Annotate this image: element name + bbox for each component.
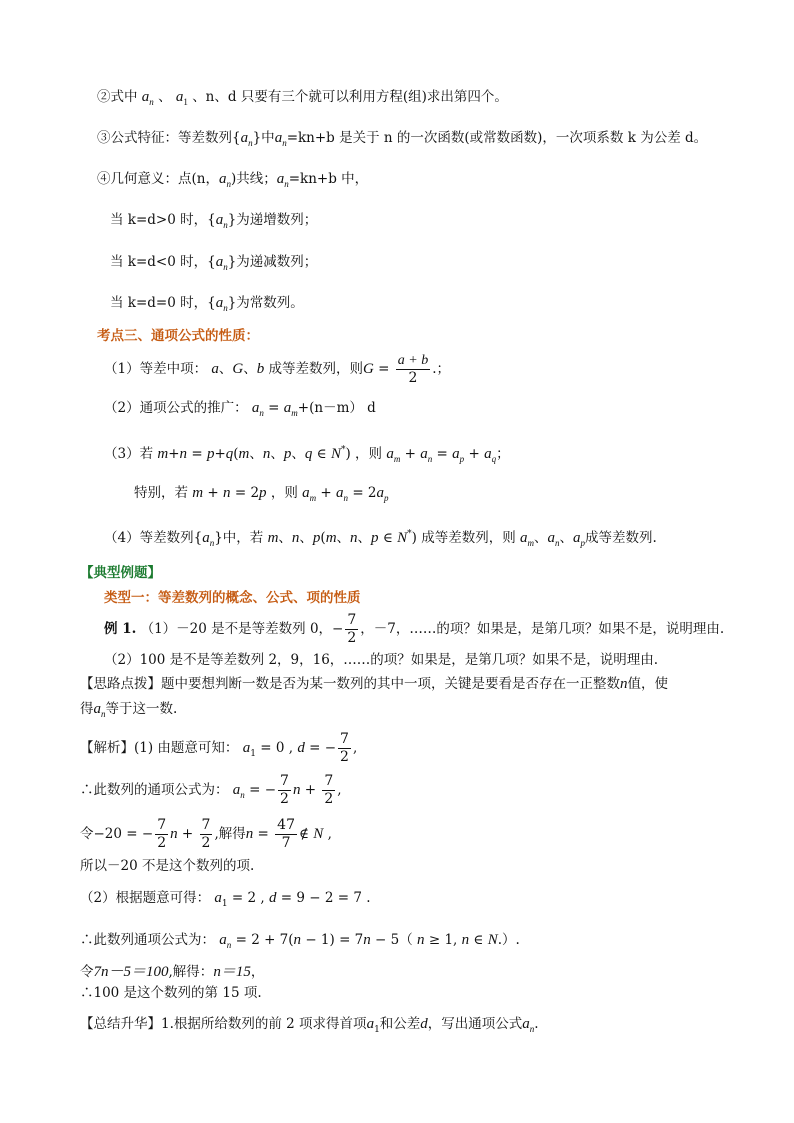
example-1-question-1: 例 1. （1）－20 是不是等差数列 0，− $\frac{7}{2}$ ，－7，……的项？如果是，是第几项？如果不是，说明理由. — [104, 612, 725, 646]
math-an: $a_n$ — [218, 171, 231, 189]
fraction-ab-over-2: $\frac{a + b}{2}$ — [397, 353, 429, 386]
hint-line-2: 得$a_n$等于这一数. — [80, 701, 178, 719]
type-1-title: 类型一：等差数列的概念、公式、项的性质 — [104, 590, 361, 606]
note-item-3: ③公式特征：等差数列$\{a_n\}$中$a_n=kn+b$ 是关于 n 的一次函数(或常数函数)，一次项系数 k 为公差 d。 — [97, 130, 708, 148]
math-an: $a_n$ — [240, 130, 253, 148]
note-item-2: ②式中 $a_n$ 、 $a_1$ 、n、d 只要有三个就可以利用方程(组)求出第四个。 — [97, 89, 508, 107]
math-a1: $a_1$ — [175, 89, 188, 107]
property-2: （2）通项公式的推广： $a_n = a_m+(n-m)$ d — [104, 400, 376, 418]
math-an: $a_n$ — [141, 89, 154, 107]
case-increasing: 当 k=d>0 时，$\{a_n\}$为递增数列； — [110, 212, 318, 230]
property-3-special: 特别，若 m + n = 2p ，则 $a_m + a_n = 2a_p$ — [134, 485, 389, 503]
math-an: $a_n$ — [276, 171, 289, 189]
solution-1-equation: 令−20 = − $\frac{7}{2}$ n + $\frac{7}{2}$ ,解得n = $\frac{47}{7}$ ∉ N , — [80, 817, 332, 851]
property-1: （1）等差中项： a、G、b 成等差数列，则G = $\frac{a + b}{2}$ .； — [104, 353, 451, 386]
solution-2-general-term: ∴此数列通项公式为： $a_n = 2 + 7(n - 1) = 7n - 5$（ n ≥ 1, n ∈ N.）. — [80, 932, 520, 950]
section-3-title: 考点三、通项公式的性质： — [97, 328, 259, 344]
solution-1-conclusion: 所以－20 不是这个数列的项. — [80, 858, 255, 874]
math-an: $a_n$ — [274, 130, 287, 148]
case-decreasing: 当 k=d<0 时，$\{a_n\}$为递减数列； — [110, 254, 318, 272]
note-item-4: ④几何意义：点(n，$a_n$)共线；$a_n=kn+b$ 中， — [97, 171, 369, 189]
solution-2-given: （2）根据题意可得： $a_1 = 2$ , d = 9 − 2 = 7 . — [80, 890, 371, 909]
solution-2-conclusion: ∴100 是这个数列的第 15 项. — [80, 985, 262, 1001]
solution-1-general-term: ∴此数列的通项公式为： $a_n$ = − $\frac{7}{2}$ n + $\frac{7}{2}$ , — [80, 773, 342, 807]
property-4: （4）等差数列$\{a_n\}$中，若 m、n、p(m、n、p ∈ N*) 成等差数列，则 $a_m$、$a_n$、$a_p$成等差数列. — [104, 529, 657, 548]
case-constant: 当 k=d=0 时，$\{a_n\}$为常数列。 — [110, 295, 304, 313]
example-1-question-2: （2）100 是不是等差数列 2，9，16，……的项？如果是，是第几项？如果不是，说明理由. — [104, 652, 659, 668]
solution-2-equation: 令7n－5＝100,解得：n＝15， — [80, 964, 265, 980]
examples-title: 【典型例题】 — [80, 565, 161, 581]
fraction-7-over-2: $\frac{7}{2}$ — [347, 612, 357, 646]
hint-line-1: 【思路点拨】题中要想判断一数是否为某一数列的其中一项，关键是要看是否存在一正整数n值，使 — [80, 676, 668, 692]
summary-line: 【总结升华】1.根据所给数列的前 2 项求得首项$a_1$和公差d，写出通项公式$a_n$. — [80, 1016, 539, 1035]
property-3: （3）若 m+n = p+q(m、n、p、q ∈ N*) ，则 $a_m + a_n = a_p + a_q$； — [104, 445, 510, 464]
solution-1-given: 【解析】(1) 由题意可知： $a_1 = 0$ , d = − $\frac{7}{2}$ , — [80, 731, 358, 765]
